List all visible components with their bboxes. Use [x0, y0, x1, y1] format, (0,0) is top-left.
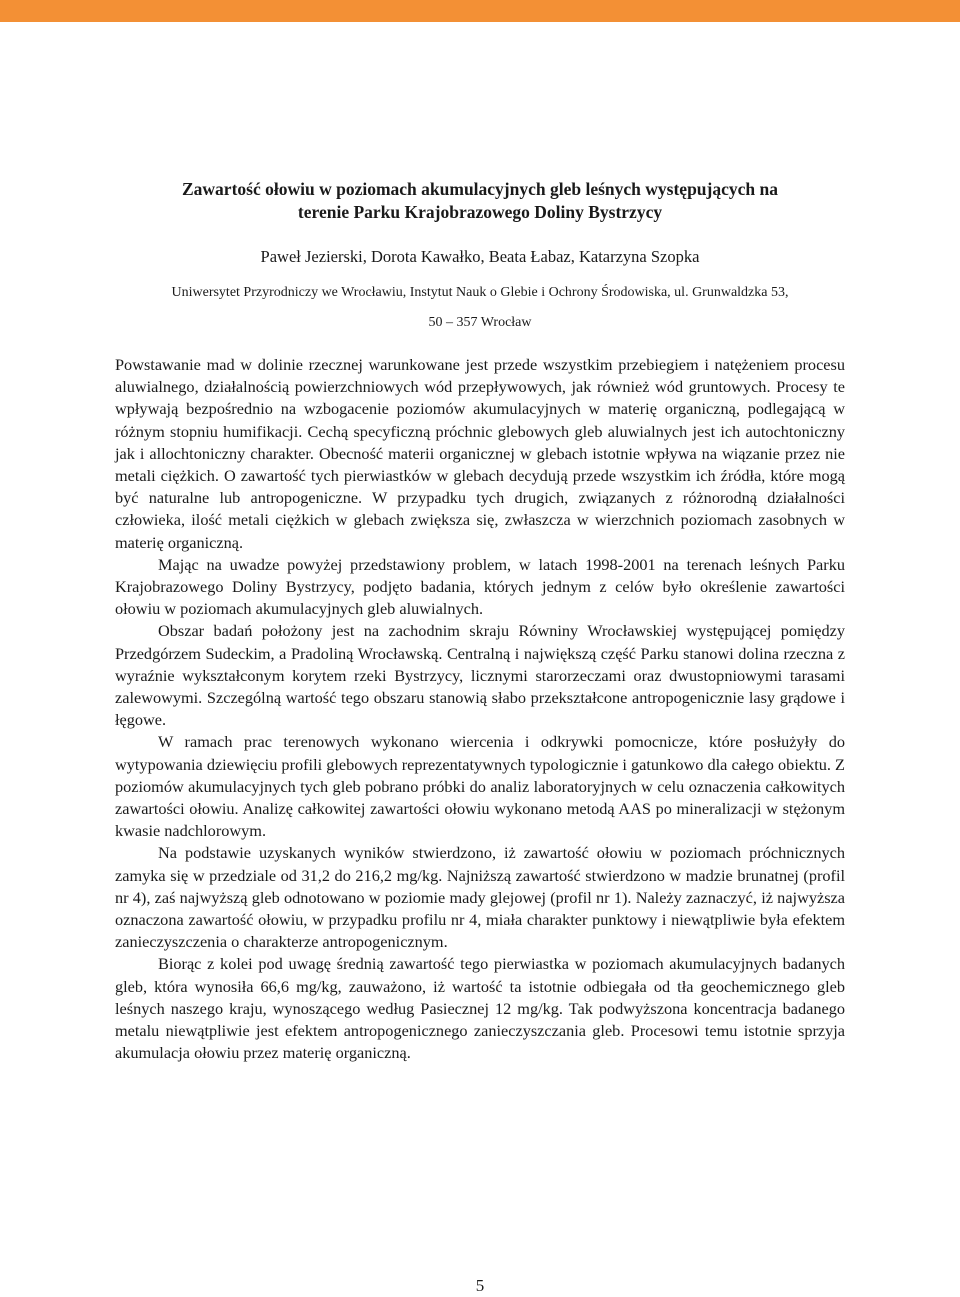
author-list: Paweł Jezierski, Dorota Kawałko, Beata Łabaz, Katarzyna Szopka: [260, 247, 700, 266]
title-line-2: terenie Parku Krajobrazowego Doliny Bystrzycy: [297, 202, 663, 222]
paragraph: Mając na uwadze powyżej przedstawiony problem, w latach 1998-2001 na terenach leśnych Parku Krajobrazowego Doliny Bystrzycy, podjęto badania, których jednym z celów było określenie zawartości ołowiu w poziomach akumulacyjnych gleb aluwialnych.: [115, 554, 845, 619]
paper-title: [115, 178, 845, 224]
affiliation-line-1: Uniwersytet Przyrodniczy we Wrocławiu, Instytut Nauk o Glebie i Ochrony Środowiska, ul. Grunwaldzka 53,: [171, 285, 789, 300]
paragraph: Na podstawie uzyskanych wyników stwierdzono, iż zawartość ołowiu w poziomach próchnicznych zamyka się w przedziale od 31,2 do 216,2 mg/kg. Najniższą zawartość stwierdzono w madzie brunatnej (profil nr 4), zaś najwyższą gleb odnotowano w poziomie mady glejowej (profil nr 1). Należy zaznaczyć, iż najwyższa oznaczona zawartość ołowiu, w przypadku profilu nr 4, miała charakter punktowy i niewątpliwie była efektem zanieczyszczenia o charakterze antropogenicznym.: [115, 843, 845, 952]
page-number: 5: [475, 1276, 485, 1295]
abstract-body: [115, 354, 845, 1065]
affiliation: [115, 283, 845, 333]
paragraph: W ramach prac terenowych wykonano wiercenia i odkrywki pomocnicze, które posłużyły do wytypowania dziewięciu profili glebowych reprezentatywnych typologicznie i gatunkowo dla całego obiektu. Z poziomów akumulacyjnych tych gleb pobrano próbki do analiz laboratoryjnych w celu oznaczenia całkowitych zawartości ołowiu. Analizę całkowitej zawartości ołowiu wykonano metodą AAS po mineralizacji w stężonym kwasie nadchlorowym.: [115, 732, 845, 841]
paragraph: Biorąc z kolei pod uwagę średnią zawartość tego pierwiastka w poziomach akumulacyjnych badanych gleb, która wynosiła 66,6 mg/kg, zauważono, iż wartość ta istotnie odbiegała od tła geochemicznego gleb leśnych naszego kraju, wynoszącego według Pasiecznej 12 mg/kg. Tak podwyższona koncentracja badanego metalu niewątpliwie jest efektem antropogenicznego zanieczyszczania gleb. Procesowi temu istotnie sprzyja akumulacja ołowiu przez materię organiczną.: [115, 954, 845, 1063]
title-line-1: Zawartość ołowiu w poziomach akumulacyjnych gleb leśnych występujących na: [182, 179, 778, 199]
paper-page: [115, 178, 845, 1065]
top-accent-bar: [0, 0, 960, 22]
paragraph: Obszar badań położony jest na zachodnim skraju Równiny Wrocławskiej występującej pomiędzy Przedgórzem Sudeckim, a Pradoliną Wrocławską. Centralną i największą część Parku stanowi dolina rzeczna z wyraźnie wykształconym korytem rzeki Bystrzycy, licznymi starorzeczami oraz dwustopniowymi tarasami zalewowymi. Szczególną wartość tego obszaru stanowią słabo przekształcone antropogenicznie lasy grądowe i łęgowe.: [115, 621, 845, 730]
affiliation-line-2: 50 – 357 Wrocław: [428, 315, 532, 330]
paragraph: Powstawanie mad w dolinie rzecznej warunkowane jest przede wszystkim przebiegiem i natężeniem procesu aluwialnego, działalnością powierzchniowych wód przepływowych, jak również wód gruntowych. Procesy te wpływają bezpośrednio na wzbogacenie poziomów akumulacyjnych w materię organiczną, podlegającą w różnym stopniu humifikacji. Cechą specyficzną próchnic glebowych gleb aluwialnych jest ich autochtoniczny jak i allochtoniczny charakter. Obecność materii organicznej w glebach istotnie wpływa na wiązanie przez nie metali ciężkich. O zawartość tych pierwiastków w glebach decydują przede wszystkim ich źródła, które mogą być naturalne lub antropogeniczne. W przypadku tych drugich, związanych z różnorodną działalności człowieka, ilość metali ciężkich w glebach zwiększa się, zwłaszcza w wierzchnich poziomach zasobnych w materię organiczną.: [115, 355, 845, 552]
